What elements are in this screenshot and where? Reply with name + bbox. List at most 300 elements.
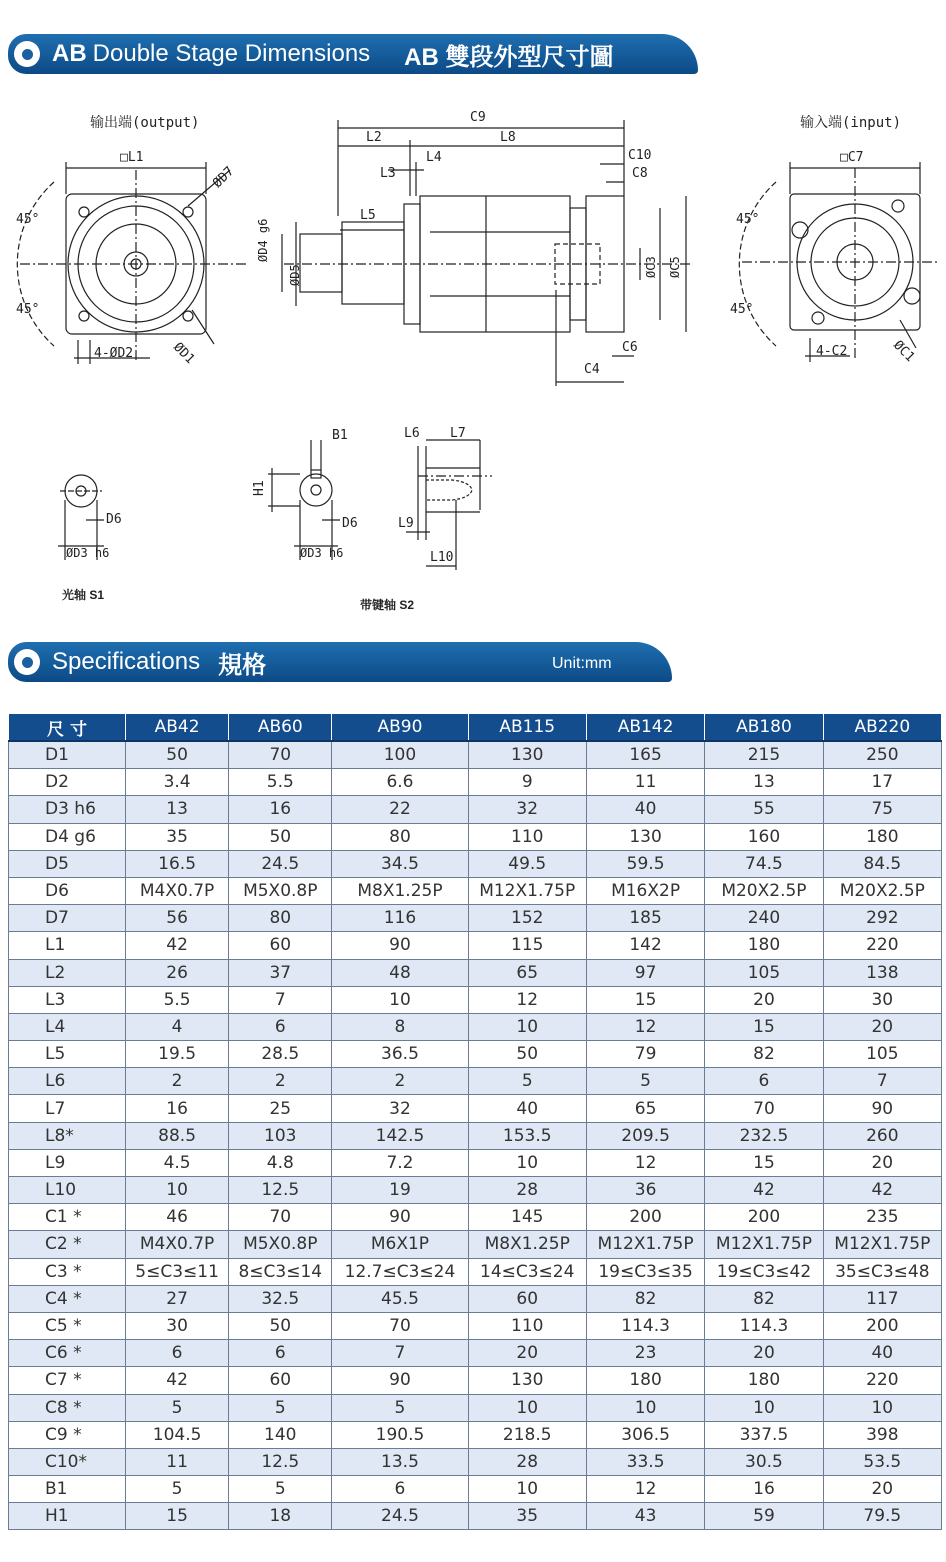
dim-label: ØD1 [170,339,198,368]
row-label: C1 * [9,1204,126,1231]
row-label: D6 [9,877,126,904]
circle-bullet-icon [14,649,40,675]
table-cell: 46 [126,1204,229,1231]
dim-label: L2 [366,130,382,145]
table-cell: M5X0.8P [229,877,332,904]
dim-label: ØC5 [668,256,682,278]
table-cell: 84.5 [823,850,941,877]
column-header: AB90 [332,714,468,742]
table-cell: 220 [823,1367,941,1394]
table-cell: 36.5 [332,1041,468,1068]
section-header-specifications [8,642,672,682]
table-cell: 10 [332,986,468,1013]
table-row [9,877,942,904]
table-cell: 13.5 [332,1448,468,1475]
table-cell: 75 [823,796,941,823]
table-cell: 145 [468,1204,586,1231]
table-cell: 153.5 [468,1122,586,1149]
table-cell: 28.5 [229,1041,332,1068]
dim-label: L3 [380,166,396,181]
table-cell: 12.5 [229,1448,332,1475]
dim-label: ØD3 h6 [66,546,110,560]
table-cell: 2 [332,1068,468,1095]
table-row [9,932,942,959]
table-cell: 114.3 [586,1312,704,1339]
table-cell: 70 [229,1204,332,1231]
table-cell: 74.5 [705,850,823,877]
table-cell: 142.5 [332,1122,468,1149]
table-cell: 240 [705,905,823,932]
table-row [9,1285,942,1312]
table-cell: 209.5 [586,1122,704,1149]
table-cell: 7 [229,986,332,1013]
table-cell: 50 [468,1041,586,1068]
table-cell: 215 [705,741,823,769]
dim-label: L7 [450,426,466,441]
table-cell: 32 [468,796,586,823]
row-label: C10* [9,1448,126,1475]
table-cell: 50 [229,1312,332,1339]
table-row [9,741,942,769]
table-cell: M5X0.8P [229,1231,332,1258]
table-row [9,1013,942,1040]
shaft-s1-caption: 光轴 S1 [62,588,105,602]
table-cell: 5 [126,1476,229,1503]
table-cell: 36 [586,1177,704,1204]
dim-label: L4 [426,150,442,165]
table-cell: 337.5 [705,1421,823,1448]
dim-label: L8 [500,130,516,145]
table-cell: 30.5 [705,1448,823,1475]
table-cell: 60 [229,1367,332,1394]
row-label: L5 [9,1041,126,1068]
table-cell: 140 [229,1421,332,1448]
table-row [9,905,942,932]
table-cell: 11 [586,769,704,796]
table-cell: 398 [823,1421,941,1448]
input-end-label: 输入端(input) [800,115,902,131]
table-cell: 200 [705,1204,823,1231]
table-cell: M12X1.75P [586,1231,704,1258]
table-cell: 43 [586,1503,704,1530]
row-label: D1 [9,741,126,769]
table-body [9,741,942,1530]
table-cell: 20 [823,1476,941,1503]
column-header: AB42 [126,714,229,742]
table-cell: 5 [229,1394,332,1421]
table-cell: 142 [586,932,704,959]
table-cell: 6.6 [332,769,468,796]
table-row [9,823,942,850]
dim-label: D6 [342,516,358,531]
table-cell: 35 [468,1503,586,1530]
dim-label: 4-C2 [816,344,848,359]
table-cell: 5≤C3≤11 [126,1258,229,1285]
row-label: C2 * [9,1231,126,1258]
table-cell: M16X2P [586,877,704,904]
table-cell: 110 [468,823,586,850]
table-cell: 23 [586,1340,704,1367]
table-cell: 40 [468,1095,586,1122]
header-title: Specifications [52,648,201,675]
row-label: C7 * [9,1367,126,1394]
table-cell: 190.5 [332,1421,468,1448]
table-row [9,850,942,877]
table-cell: 53.5 [823,1448,941,1475]
table-cell: 50 [229,823,332,850]
specifications-table [8,713,942,1530]
row-label: L4 [9,1013,126,1040]
input-end-view [739,162,940,362]
dim-label: L6 [404,426,420,441]
row-label: D5 [9,850,126,877]
table-cell: 60 [468,1285,586,1312]
dim-label: C10 [628,148,652,163]
row-label: L6 [9,1068,126,1095]
header-title-cn: 規格 [218,651,267,679]
table-cell: 100 [332,741,468,769]
dim-label: L10 [430,550,454,565]
shaft-s2-caption: 带键轴 S2 [360,598,415,612]
table-cell: 10 [823,1394,941,1421]
dim-label: □C7 [840,150,864,165]
row-label: C4 * [9,1285,126,1312]
output-end-label: 输出端(output) [90,115,200,131]
table-row [9,769,942,796]
table-cell: 40 [823,1340,941,1367]
table-cell: 10 [586,1394,704,1421]
table-cell: 5 [468,1068,586,1095]
dim-label: ØD4 g6 [256,218,270,262]
table-cell: 3.4 [126,769,229,796]
dim-label: C6 [622,340,638,355]
table-row [9,1258,942,1285]
table-row [9,959,942,986]
table-cell: 14≤C3≤24 [468,1258,586,1285]
table-cell: 16 [229,796,332,823]
table-row [9,1476,942,1503]
table-cell: 20 [823,1149,941,1176]
table-row [9,1068,942,1095]
table-cell: 70 [229,741,332,769]
header-title-cn: AB 雙段外型尺寸圖 [404,43,614,71]
table-cell: 4 [126,1013,229,1040]
table-cell: 5.5 [229,769,332,796]
table-cell: 82 [586,1285,704,1312]
table-cell: 80 [229,905,332,932]
table-cell: 105 [705,959,823,986]
table-cell: 160 [705,823,823,850]
table-cell: 49.5 [468,850,586,877]
unit-label: Unit:mm [552,655,612,672]
table-cell: 5 [126,1394,229,1421]
table-cell: 114.3 [705,1312,823,1339]
table-cell: 10 [705,1394,823,1421]
table-cell: 15 [705,1013,823,1040]
table-row [9,1204,942,1231]
table-cell: 12 [586,1476,704,1503]
table-cell: 6 [229,1013,332,1040]
table-row [9,1503,942,1530]
column-header: 尺 寸 [9,714,126,742]
table-row [9,1149,942,1176]
row-label: D4 g6 [9,823,126,850]
table-cell: 16.5 [126,850,229,877]
table-row [9,796,942,823]
table-cell: 152 [468,905,586,932]
table-cell: 200 [586,1204,704,1231]
dim-label: D6 [106,512,122,527]
table-cell: 12 [586,1013,704,1040]
table-cell: 90 [823,1095,941,1122]
table-cell: 13 [126,796,229,823]
column-header: AB220 [823,714,941,742]
dim-label: L5 [360,208,376,223]
row-label: D7 [9,905,126,932]
row-label: L1 [9,932,126,959]
table-cell: M4X0.7P [126,877,229,904]
output-end-view [17,162,246,364]
table-cell: 138 [823,959,941,986]
table-cell: 34.5 [332,850,468,877]
table-cell: 8≤C3≤14 [229,1258,332,1285]
table-cell: 65 [586,1095,704,1122]
table-cell: 105 [823,1041,941,1068]
dimension-drawing [0,0,946,620]
dim-label: 45° [736,212,760,227]
header-title: Double Stage Dimensions [92,40,371,67]
table-cell: 218.5 [468,1421,586,1448]
table-cell: 19≤C3≤42 [705,1258,823,1285]
table-cell: 220 [823,932,941,959]
row-label: C8 * [9,1394,126,1421]
table-cell: 292 [823,905,941,932]
table-cell: 90 [332,1204,468,1231]
table-cell: 104.5 [126,1421,229,1448]
table-cell: 250 [823,741,941,769]
table-cell: 180 [705,932,823,959]
table-cell: 12.5 [229,1177,332,1204]
header-prefix: AB [52,40,87,67]
table-cell: 7 [823,1068,941,1095]
table-cell: 42 [823,1177,941,1204]
table-cell: 306.5 [586,1421,704,1448]
table-cell: 42 [126,1367,229,1394]
table-cell: 10 [468,1149,586,1176]
row-label: C5 * [9,1312,126,1339]
row-label: D3 h6 [9,796,126,823]
table-cell: 15 [126,1503,229,1530]
table-cell: 4.8 [229,1149,332,1176]
table-cell: 130 [468,741,586,769]
dim-label: ØD7 [210,163,238,192]
table-cell: 42 [705,1177,823,1204]
table-cell: M12X1.75P [468,877,586,904]
table-header-row [9,714,942,742]
row-label: L8* [9,1122,126,1149]
table-cell: M12X1.75P [823,1231,941,1258]
table-cell: 116 [332,905,468,932]
row-label: C9 * [9,1421,126,1448]
shaft-s2-view [268,440,340,560]
row-label: D2 [9,769,126,796]
table-cell: 70 [705,1095,823,1122]
table-cell: 70 [332,1312,468,1339]
table-cell: 10 [468,1013,586,1040]
table-row [9,986,942,1013]
dim-label: ØC3 [644,256,658,278]
table-cell: 16 [126,1095,229,1122]
table-cell: 20 [705,986,823,1013]
table-cell: 35≤C3≤48 [823,1258,941,1285]
table-cell: 10 [468,1476,586,1503]
table-row [9,1122,942,1149]
row-label: H1 [9,1503,126,1530]
table-row [9,1095,942,1122]
table-cell: 10 [126,1177,229,1204]
dim-label: ØD3 h6 [300,546,344,560]
dim-label: 45° [16,212,40,227]
table-cell: 20 [468,1340,586,1367]
table-cell: M6X1P [332,1231,468,1258]
table-cell: 30 [126,1312,229,1339]
dim-label: ØC1 [890,337,918,366]
table-cell: 200 [823,1312,941,1339]
table-cell: 33.5 [586,1448,704,1475]
table-cell: 130 [586,823,704,850]
table-cell: 50 [126,741,229,769]
column-header: AB180 [705,714,823,742]
table-cell: 32.5 [229,1285,332,1312]
table-cell: 232.5 [705,1122,823,1149]
table-cell: 19.5 [126,1041,229,1068]
table-cell: 7 [332,1340,468,1367]
table-cell: 5.5 [126,986,229,1013]
dim-label: C8 [632,166,648,181]
table-cell: 6 [332,1476,468,1503]
table-cell: 88.5 [126,1122,229,1149]
table-cell: 180 [705,1367,823,1394]
dim-label: □L1 [120,150,144,165]
table-cell: M8X1.25P [332,877,468,904]
table-cell: 55 [705,796,823,823]
table-cell: M4X0.7P [126,1231,229,1258]
dim-label: ØD5 [288,264,302,286]
table-row [9,1340,942,1367]
table-cell: 20 [823,1013,941,1040]
table-cell: 165 [586,741,704,769]
table-cell: 11 [126,1448,229,1475]
table-cell: 6 [126,1340,229,1367]
table-row [9,1312,942,1339]
dim-label: L9 [398,516,414,531]
row-label: L3 [9,986,126,1013]
row-label: L2 [9,959,126,986]
table-cell: 185 [586,905,704,932]
row-label: L10 [9,1177,126,1204]
row-label: B1 [9,1476,126,1503]
table-row [9,1448,942,1475]
table-cell: 26 [126,959,229,986]
table-cell: 15 [586,986,704,1013]
table-cell: 37 [229,959,332,986]
table-cell: 25 [229,1095,332,1122]
table-cell: M8X1.25P [468,1231,586,1258]
table-cell: 7.2 [332,1149,468,1176]
table-cell: 115 [468,932,586,959]
table-cell: 18 [229,1503,332,1530]
table-cell: 28 [468,1448,586,1475]
table-cell: 24.5 [332,1503,468,1530]
table-cell: 59 [705,1503,823,1530]
table-cell: 42 [126,932,229,959]
table-cell: 35 [126,823,229,850]
table-row [9,1231,942,1258]
table-row [9,1041,942,1068]
table-cell: 59.5 [586,850,704,877]
table-cell: 235 [823,1204,941,1231]
row-label: L9 [9,1149,126,1176]
table-cell: 82 [705,1041,823,1068]
table-cell: 56 [126,905,229,932]
table-cell: M12X1.75P [705,1231,823,1258]
table-row [9,1421,942,1448]
table-row [9,1367,942,1394]
table-cell: 103 [229,1122,332,1149]
table-cell: 65 [468,959,586,986]
table-cell: 2 [126,1068,229,1095]
column-header: AB60 [229,714,332,742]
table-cell: 40 [586,796,704,823]
table-cell: 130 [468,1367,586,1394]
table-cell: 27 [126,1285,229,1312]
table-cell: 48 [332,959,468,986]
table-cell: 17 [823,769,941,796]
dim-label: 4-ØD2 [94,346,134,361]
table-cell: 5 [229,1476,332,1503]
column-header: AB115 [468,714,586,742]
table-cell: 90 [332,932,468,959]
dim-label: 45° [730,302,754,317]
row-label: L7 [9,1095,126,1122]
table-cell: 10 [468,1394,586,1421]
table-cell: 19 [332,1177,468,1204]
table-cell: 16 [705,1476,823,1503]
table-cell: 80 [332,823,468,850]
table-cell: 79.5 [823,1503,941,1530]
table-cell: 28 [468,1177,586,1204]
table-cell: 97 [586,959,704,986]
dim-label: B1 [332,428,348,443]
table-cell: 5 [586,1068,704,1095]
table-row [9,1177,942,1204]
table-cell: 12.7≤C3≤24 [332,1258,468,1285]
row-label: C3 * [9,1258,126,1285]
table-cell: 24.5 [229,850,332,877]
row-label: C6 * [9,1340,126,1367]
dim-label: 45° [16,302,40,317]
table-cell: 6 [705,1068,823,1095]
table-cell: 20 [705,1340,823,1367]
table-cell: 90 [332,1367,468,1394]
table-cell: 110 [468,1312,586,1339]
table-cell: 32 [332,1095,468,1122]
table-cell: M20X2.5P [705,877,823,904]
column-header: AB142 [586,714,704,742]
table-cell: 8 [332,1013,468,1040]
table-cell: 5 [332,1394,468,1421]
dim-label: C4 [584,362,600,377]
